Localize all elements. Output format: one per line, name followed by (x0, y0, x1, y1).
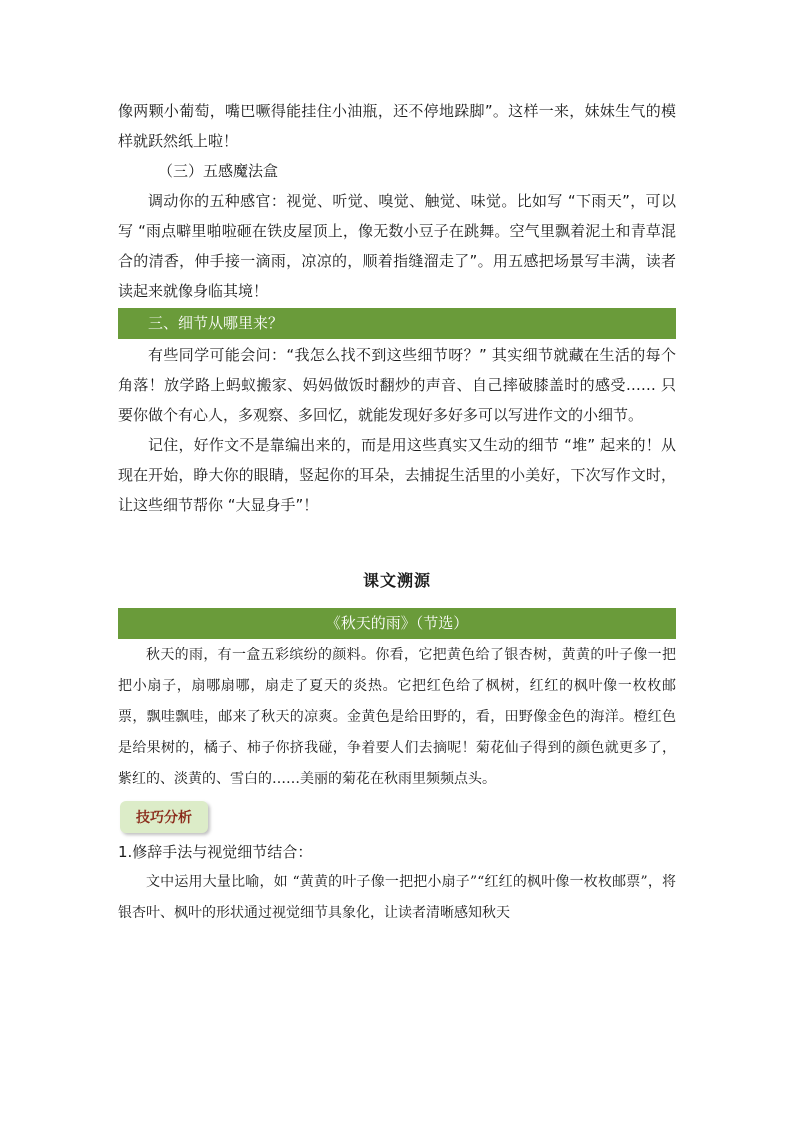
excerpt-text: 秋天的雨，有一盒五彩缤纷的颜料。你看，它把黄色给了银杏树，黄黄的叶子像一把把小扇子，扇哪扇哪，扇走了夏天的炎热。它把红色给了枫树，红红的枫叶像一枚枚邮票，飘哇飘哇，邮来了秋天的凉爽。金黄色是给田野的，看，田野像金色的海洋。橙红色是给果树的，橘子、柿子你挤我碰，争着要人们去摘呢！菊花仙子得到的颜色就更多了，紫红的、淡黄的、雪白的……美丽的菊花在秋雨里频频点头。 (118, 647, 676, 787)
excerpt-title-bar: 《秋天的雨》（节选） (118, 608, 676, 639)
paragraph-sister-angry: 像两颗小葡萄，嘴巴噘得能挂住小油瓶，还不停地跺脚”。这样一来，妹妹生气的模样就跃然纸上啦！ (118, 102, 676, 150)
point1-text: 文中运用大量比喻，如 “黄黄的叶子像一把把小扇子”“红红的枫叶像一枚枚邮票”，将银杏叶、枫叶的形状通过视觉细节具象化，让读者清晰感知秋天 (118, 874, 676, 921)
paragraph-where-details: 有些同学可能会问：“我怎么找不到这些细节呀？” 其实细节就藏在生活的每个角落！放学路上蚂蚁搬家、妈妈做饭时翻炒的声音、自己摔破膝盖时的感受…… 只要你做个有心人，多观察、多回忆，就能发现好多好多可以写进作文的小细节。 (118, 346, 676, 424)
paragraph-five-senses: 调动你的五种感官：视觉、听觉、嗅觉、触觉、味觉。比如写 “下雨天”，可以写 “雨点噼里啪啦砸在铁皮屋顶上，像无数小豆子在跳舞。空气里飘着泥土和青草混合的清香，伸手接一滴雨，凉凉的，顺着指缝溜走了”。用五感把场景写丰满，读者读起来就像身临其境！ (118, 192, 676, 300)
analysis-badge: 技巧分析 (120, 801, 208, 833)
source-heading: 课文溯源 (362, 571, 431, 590)
paragraph-remember: 记住，好作文不是靠编出来的，而是用这些真实又生动的细节 “堆” 起来的！从现在开始，睁大你的眼睛，竖起你的耳朵，去捕捉生活里的小美好，下次写作文时，让这些细节帮你 “大显身手”！ (118, 436, 676, 514)
section-title-bar: 三、细节从哪里来？ (118, 308, 676, 339)
point1-title: 1.修辞手法与视觉细节结合： (118, 843, 313, 861)
document-page (118, 96, 676, 929)
subheading-five-senses: （三）五感魔法盒 (158, 162, 279, 180)
